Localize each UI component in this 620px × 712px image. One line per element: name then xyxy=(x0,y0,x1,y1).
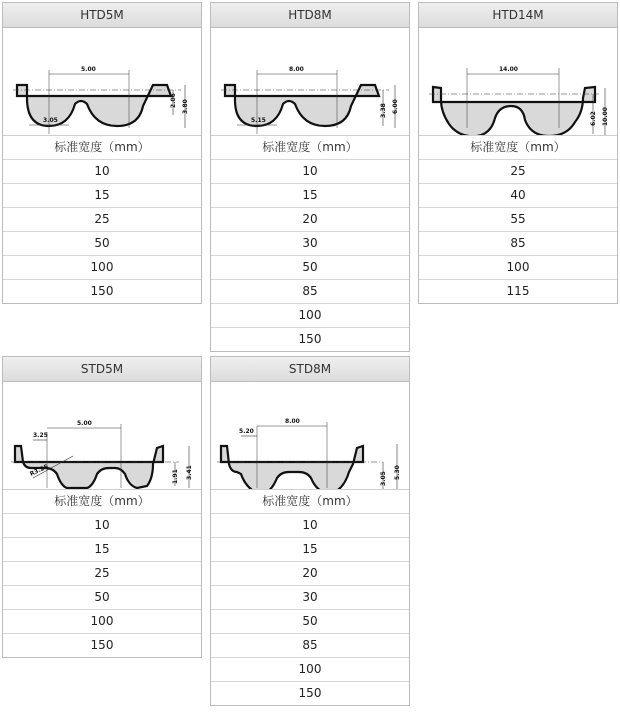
width-row: 85 xyxy=(419,232,617,256)
dim-pitch: 14.00 xyxy=(499,66,518,73)
width-row: 55 xyxy=(419,208,617,232)
width-row: 150 xyxy=(90,638,114,652)
card-title: STD5M xyxy=(3,357,201,382)
belt-card-std5m xyxy=(2,356,202,658)
belt-profile-diagram xyxy=(211,382,409,490)
dim-total-height: 5.30 xyxy=(394,465,401,480)
width-row: 100 xyxy=(211,304,409,328)
width-row: 150 xyxy=(298,686,322,700)
width-row: 115 xyxy=(506,284,530,298)
dim-tooth-width: 5.20 xyxy=(239,428,254,435)
dim-total-height: 6.00 xyxy=(392,99,399,114)
width-row: 85 xyxy=(211,280,409,304)
width-row: 15 xyxy=(3,538,201,562)
width-row: 20 xyxy=(211,562,409,586)
dim-pitch: 8.00 xyxy=(289,66,304,73)
width-row: 50 xyxy=(211,610,409,634)
belt-profile-diagram xyxy=(3,28,201,136)
belt-profile-diagram xyxy=(211,28,409,136)
width-row: 100 xyxy=(211,658,409,682)
belt-profile-diagram xyxy=(3,382,201,490)
width-row: 10 xyxy=(3,160,201,184)
card-title: HTD5M xyxy=(3,3,201,28)
width-row: 15 xyxy=(3,184,201,208)
width-row: 25 xyxy=(3,562,201,586)
width-row: 10 xyxy=(3,514,201,538)
belt-profile-diagram xyxy=(419,28,617,136)
belt-card-htd5m xyxy=(2,2,202,304)
width-row: 25 xyxy=(419,160,617,184)
dim-tooth-width: 3.05 xyxy=(43,117,58,124)
dim-radius: R3.25 xyxy=(28,463,50,478)
width-row: 100 xyxy=(3,256,201,280)
width-row: 40 xyxy=(419,184,617,208)
column-header: 标准宽度（mm） xyxy=(419,136,617,160)
dim-tooth-width: 5.15 xyxy=(251,117,266,124)
column-header: 标准宽度（mm） xyxy=(211,136,409,160)
dim-tooth-height: 3.38 xyxy=(380,103,387,118)
dim-tooth-height: 2.06 xyxy=(170,93,177,108)
card-title: HTD14M xyxy=(419,3,617,28)
column-header: 标准宽度（mm） xyxy=(3,136,201,160)
width-row: 15 xyxy=(211,538,409,562)
width-row: 50 xyxy=(3,232,201,256)
dim-total-height: 3.41 xyxy=(186,465,193,480)
width-row: 50 xyxy=(211,256,409,280)
width-row: 100 xyxy=(419,256,617,280)
dim-pitch: 8.00 xyxy=(285,418,300,425)
dim-total-height: 10.00 xyxy=(602,107,609,126)
belt-card-htd14m xyxy=(418,2,618,304)
width-row: 85 xyxy=(211,634,409,658)
width-row: 150 xyxy=(90,284,114,298)
width-row: 15 xyxy=(211,184,409,208)
column-header: 标准宽度（mm） xyxy=(211,490,409,514)
dim-pitch: 5.00 xyxy=(81,66,96,73)
width-row: 30 xyxy=(211,586,409,610)
card-title: HTD8M xyxy=(211,3,409,28)
width-row: 50 xyxy=(3,586,201,610)
card-title: STD8M xyxy=(211,357,409,382)
belt-card-std8m xyxy=(210,356,410,706)
dim-tooth-height: 3.05 xyxy=(380,471,387,486)
dim-tooth-width: 3.25 xyxy=(33,432,48,439)
width-row: 10 xyxy=(211,160,409,184)
column-header: 标准宽度（mm） xyxy=(3,490,201,514)
dim-pitch: 5.00 xyxy=(77,420,92,427)
width-row: 10 xyxy=(211,514,409,538)
dim-tooth-height: 1.91 xyxy=(172,469,179,484)
dim-tooth-height: 6.02 xyxy=(590,111,597,126)
width-row: 100 xyxy=(3,610,201,634)
width-row: 25 xyxy=(3,208,201,232)
width-row: 20 xyxy=(211,208,409,232)
width-row: 30 xyxy=(211,232,409,256)
dim-total-height: 3.80 xyxy=(182,99,189,114)
width-row: 150 xyxy=(298,332,322,346)
belt-card-htd8m xyxy=(210,2,410,352)
